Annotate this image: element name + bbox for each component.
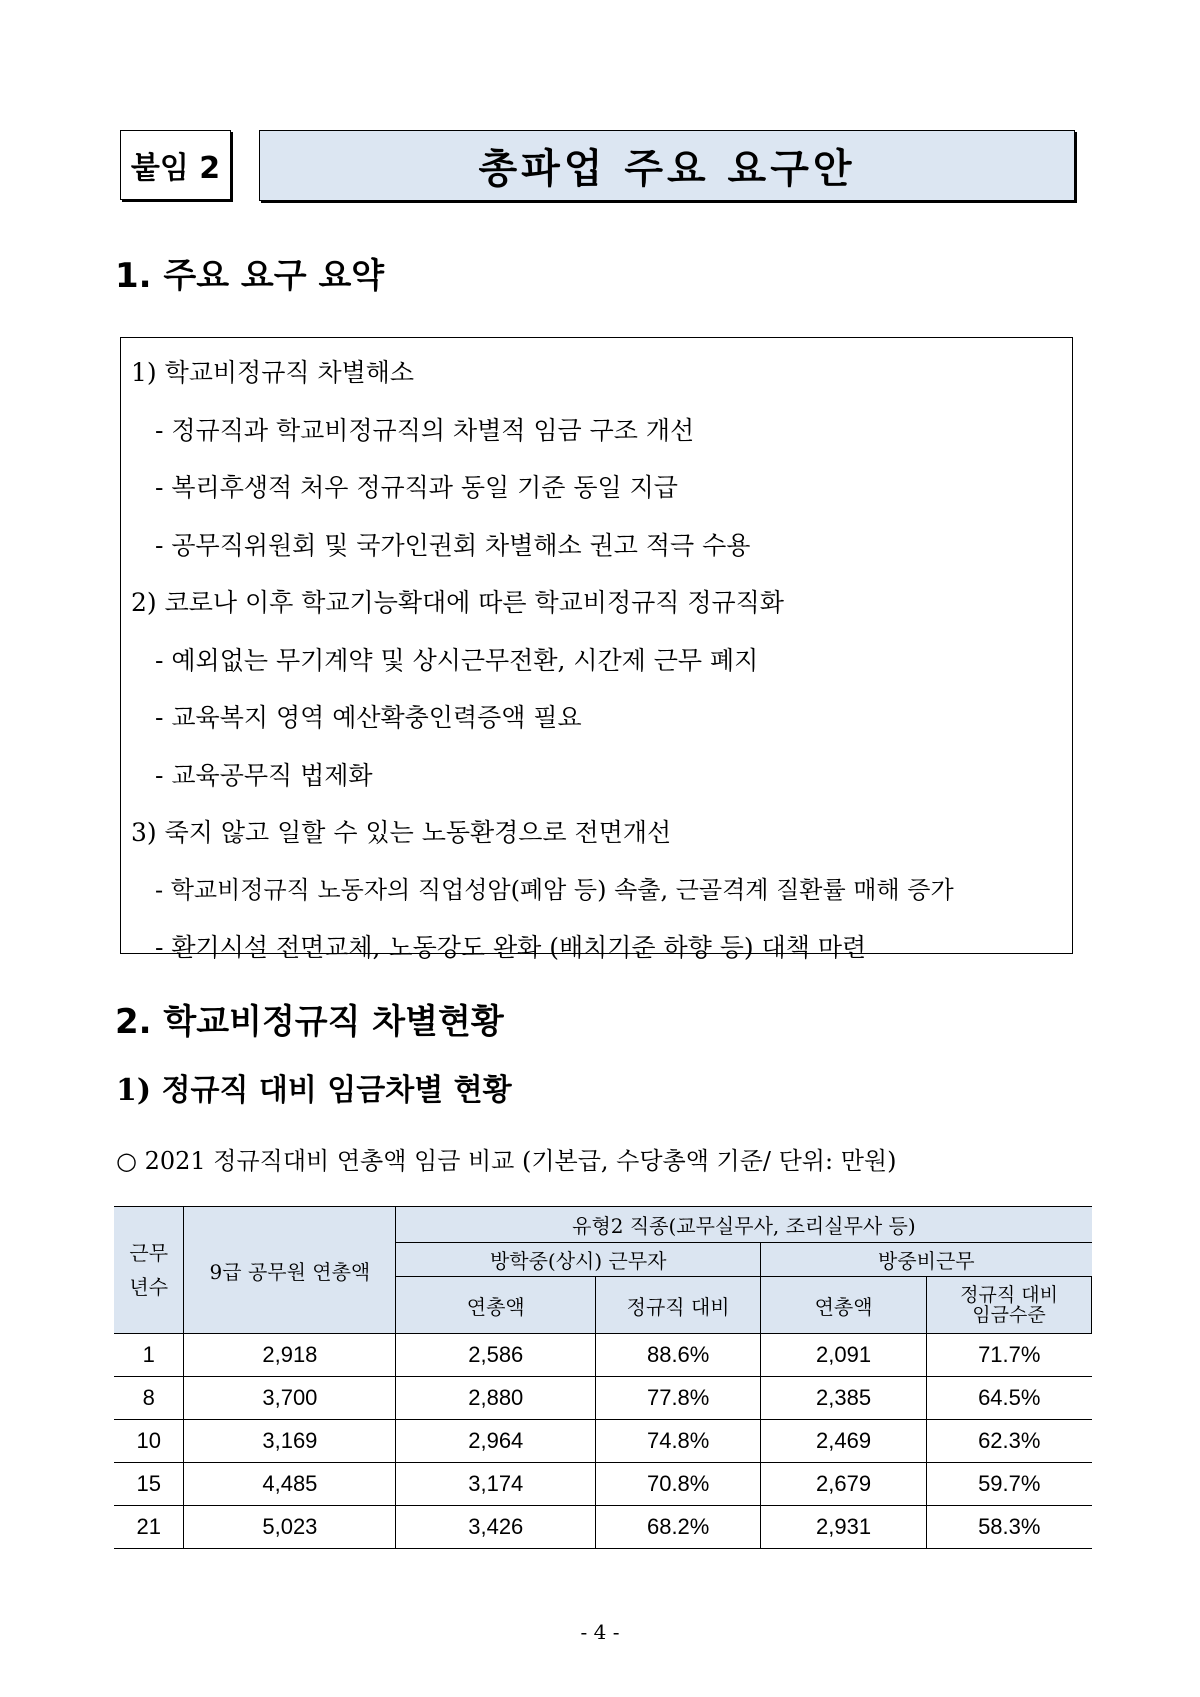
cell-annual-total-a: 3,174: [396, 1463, 596, 1506]
summary-subitem: - 교육복지 영역 예산확충인력증액 필요: [155, 703, 582, 732]
page-number: - 4 -: [580, 1620, 620, 1644]
cell-annual-total-a: 2,586: [396, 1334, 596, 1377]
cell-civil-servant: 2,918: [184, 1334, 396, 1377]
cell-annual-total-a: 2,964: [396, 1420, 596, 1463]
cell-civil-servant: 5,023: [184, 1506, 396, 1549]
header-annual-total: 연총액: [396, 1277, 596, 1334]
header-civil-servant: 9급 공무원 연총액: [184, 1207, 396, 1334]
cell-years: 8: [114, 1377, 184, 1420]
table-row: [114, 1334, 1092, 1377]
page-title: 총파업 주요 요구안: [259, 130, 1075, 201]
table-row: [114, 1377, 1092, 1420]
cell-annual-total-b: 2,679: [761, 1463, 927, 1506]
cell-years: 15: [114, 1463, 184, 1506]
header-ratio-b: 정규직 대비 임금수준: [927, 1277, 1092, 1334]
cell-ratio-b: 58.3%: [927, 1506, 1092, 1549]
table-row: [114, 1420, 1092, 1463]
cell-annual-total-a: 3,426: [396, 1506, 596, 1549]
cell-ratio-b: 71.7%: [927, 1334, 1092, 1377]
section2-subheading: 1) 정규직 대비 임금차별 현황: [116, 1073, 512, 1108]
cell-years: 1: [114, 1334, 184, 1377]
cell-annual-total-b: 2,091: [761, 1334, 927, 1377]
cell-ratio-a: 68.2%: [596, 1506, 761, 1549]
cell-ratio-a: 70.8%: [596, 1463, 761, 1506]
table-note: ○ 2021 정규직대비 연총액 임금 비교 (기본급, 수당총액 기준/ 단위: 만원): [116, 1147, 897, 1175]
cell-years: 10: [114, 1420, 184, 1463]
cell-annual-total-b: 2,931: [761, 1506, 927, 1549]
summary-subitem: - 학교비정규직 노동자의 직업성암(폐암 등) 속출, 근골격계 질환률 매해 증가: [155, 875, 954, 904]
cell-ratio-a: 88.6%: [596, 1334, 761, 1377]
header-annual-total-b: 연총액: [761, 1277, 927, 1334]
header-group-a: 방학중(상시) 근무자: [396, 1243, 761, 1277]
summary-item-2: 2) 코로나 이후 학교기능확대에 따른 학교비정규직 정규직화: [131, 588, 784, 617]
summary-subitem: - 정규직과 학교비정규직의 차별적 임금 구조 개선: [155, 415, 695, 445]
header-years: 근무 년수: [114, 1207, 184, 1334]
summary-subitem: - 공무직위원회 및 국가인권회 차별해소 권고 적극 수용: [155, 530, 751, 560]
cell-civil-servant: 4,485: [184, 1463, 396, 1506]
table-row: [114, 1506, 1092, 1549]
header-group-b: 방중비근무: [761, 1243, 1092, 1277]
section2-heading: 2. 학교비정규직 차별현황: [115, 1002, 504, 1042]
cell-annual-total-b: 2,385: [761, 1377, 927, 1420]
summary-box: [120, 337, 1073, 962]
summary-subitem: - 교육공무직 법제화: [155, 760, 373, 790]
cell-civil-servant: 3,169: [184, 1420, 396, 1463]
section1-heading: 1. 주요 요구 요약: [115, 256, 385, 296]
summary-item-1: 1) 학교비정규직 차별해소: [131, 358, 415, 387]
table-row: [114, 1463, 1092, 1506]
summary-subitem: - 예외없는 무기계약 및 상시근무전환, 시간제 근무 폐지: [155, 645, 759, 675]
header-type2: 유형2 직종(교무실무사, 조리실무사 등): [396, 1207, 1092, 1243]
summary-item-3: 3) 죽지 않고 일할 수 있는 노동환경으로 전면개선: [131, 818, 672, 847]
summary-subitem: - 복리후생적 처우 정규직과 동일 기준 동일 지급: [155, 473, 678, 502]
header-ratio-a: 정규직 대비: [596, 1277, 761, 1334]
cell-years: 21: [114, 1506, 184, 1549]
cell-ratio-b: 64.5%: [927, 1377, 1092, 1420]
attachment-label: 붙임 2: [120, 130, 231, 200]
wage-comparison-table: [114, 1206, 1092, 1549]
cell-annual-total-a: 2,880: [396, 1377, 596, 1420]
cell-ratio-a: 77.8%: [596, 1377, 761, 1420]
cell-ratio-b: 62.3%: [927, 1420, 1092, 1463]
cell-annual-total-b: 2,469: [761, 1420, 927, 1463]
cell-civil-servant: 3,700: [184, 1377, 396, 1420]
cell-ratio-a: 74.8%: [596, 1420, 761, 1463]
cell-ratio-b: 59.7%: [927, 1463, 1092, 1506]
summary-subitem: - 환기시설 전면교체, 노동강도 완화 (배치기준 하향 등) 대책 마련: [155, 933, 867, 962]
